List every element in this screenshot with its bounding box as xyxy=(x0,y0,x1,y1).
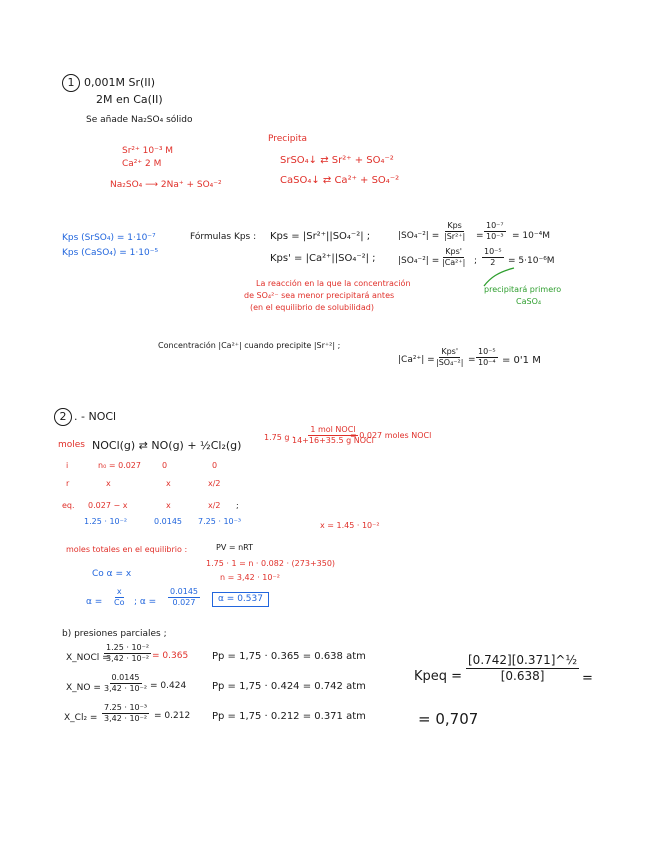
alpha-lhs: α = xyxy=(86,597,103,607)
problem-2-number: 2 xyxy=(54,408,72,426)
moles-label: moles xyxy=(58,440,85,450)
conc-lhs: |Ca²⁺| = xyxy=(398,355,435,365)
ice-eq-nocl: 0.027 − x xyxy=(88,501,128,510)
conc-result: = 0'1 M xyxy=(502,355,541,366)
x-no-frac: $\frac{0.0145}{\text{3,42 · 10⁻²}}$ xyxy=(104,673,148,694)
p-nocl: Pp = 1,75 · 0.365 = 0.638 atm xyxy=(212,651,366,662)
so4-calc2-lhs: |SO₄⁻²| = xyxy=(398,256,440,266)
p-no: Pp = 1,75 · 0.424 = 0.742 atm xyxy=(212,681,366,692)
grams-lhs: 1.75 g · xyxy=(264,433,295,442)
val-nocl: 1.25 · 10⁻² xyxy=(84,517,128,526)
ice-eq-semicolon: ; xyxy=(236,501,239,510)
kpeq-result: = 0,707 xyxy=(418,710,479,728)
x-cl2-frac: $\frac{\text{7.25 · 10⁻³}}{\text{3,42 · 10⁻²}}$ xyxy=(104,703,148,724)
green-note-line2: CaSO₄ xyxy=(516,297,542,306)
green-note-line1: precipitará primero xyxy=(484,285,562,294)
problem-1-header-line1: 0,001M Sr(II) xyxy=(84,76,156,89)
alpha-sep: ; α = xyxy=(134,597,157,607)
pp-title: b) presiones parciales ; xyxy=(62,629,167,639)
grams-frac: 1 mol NOCl 14+16+35.5 g NOCl xyxy=(292,425,374,446)
red-note-line1: La reacción en la que la concentración xyxy=(256,279,411,288)
reaction-equation: NOCl(g) ⇄ NO(g) + ½Cl₂(g) xyxy=(92,439,242,452)
problem-1-header-line2: 2M en Ca(II) xyxy=(96,93,163,106)
kps-formula-ca: Kps' = |Ca²⁺||SO₄⁻²| ; xyxy=(270,253,376,264)
ice-i-label: i xyxy=(66,461,69,470)
x-cl2-lhs: X_Cl₂ = xyxy=(64,713,98,723)
grams-result: = 0.027 moles NOCl xyxy=(350,431,432,440)
alpha-frac2: $\frac{0.0145}{0.027}$ xyxy=(170,587,198,608)
val-no: 0.0145 xyxy=(154,517,182,526)
so4-calc1-lhs: |SO₄⁻²| = xyxy=(398,231,440,241)
caso4-equilibrium: CaSO₄↓ ⇄ Ca²⁺ + SO₄⁻² xyxy=(280,175,400,186)
ice-eq-cl2: x/2 xyxy=(208,501,221,510)
kpeq-lhs: Kpeq = xyxy=(414,669,463,684)
na2so4-dissociation: Na₂SO₄ ⟶ 2Na⁺ + SO₄⁻² xyxy=(110,180,222,190)
kps-caso4: Kps (CaSO₄) = 1·10⁻⁵ xyxy=(62,248,159,258)
co-alpha-x: Co α = x xyxy=(92,569,132,579)
problem-1-header-line3: Se añade Na₂SO₄ sólido xyxy=(86,115,193,125)
ice-r-nocl: x xyxy=(106,479,111,488)
so4-calc2-frac1: Kps' |Ca²⁺| xyxy=(442,247,466,268)
x-value: x = 1.45 · 10⁻² xyxy=(320,521,380,530)
x-nocl-frac: $\frac{\text{1.25 · 10⁻²}}{\text{3,42 · 10⁻²}}$ xyxy=(106,643,150,664)
ice-i-no: 0 xyxy=(162,461,168,470)
formulas-label: Fórmulas Kps : xyxy=(190,232,257,242)
so4-calc2-frac2: $\frac{\text{10⁻⁵}}{2}$ xyxy=(484,247,502,268)
so4-calc1-eq: = xyxy=(476,231,484,241)
pv-nrt: PV = nRT xyxy=(216,543,254,552)
so4-calc1-frac2: $\frac{\text{10⁻⁷}}{\text{10⁻³}}$ xyxy=(486,221,504,242)
concentration-label: Concentración |Ca²⁺| cuando precipite |Sr⁺²| ; xyxy=(158,341,341,350)
alpha-result-box: α = 0.537 xyxy=(212,592,269,607)
kpeq-eq: = xyxy=(582,671,593,686)
so4-calc1-result: = 10⁻⁴M xyxy=(512,231,550,241)
red-note-line2: de SO₄²⁻ sea menor precipitará antes xyxy=(244,291,395,300)
ice-r-no: x xyxy=(166,479,171,488)
kps-srso4: Kps (SrSO₄) = 1·10⁻⁷ xyxy=(62,233,156,243)
precipita-label: Precipita xyxy=(268,134,308,144)
kpeq-frac: $\frac{\text{[0.742][0.371]\textasciicircum{}½}}{[0.638]}$ xyxy=(468,653,578,683)
ice-i-cl2: 0 xyxy=(212,461,218,470)
x-no-lhs: X_NO = xyxy=(66,683,101,693)
srso4-equilibrium: SrSO₄↓ ⇄ Sr²⁺ + SO₄⁻² xyxy=(280,155,394,166)
n-value: n = 3,42 · 10⁻² xyxy=(220,573,280,582)
so4-calc1-frac1: Kps |Sr²⁺| xyxy=(444,221,466,242)
ice-eq-no: x xyxy=(166,501,171,510)
x-nocl-result: = 0.365 xyxy=(152,651,189,661)
so4-calc2-sep: ; xyxy=(474,256,478,266)
x-cl2-result: = 0.212 xyxy=(154,711,191,721)
pv-calc: 1.75 · 1 = n · 0.082 · (273+350) xyxy=(206,559,336,568)
ice-r-label: r xyxy=(66,479,70,488)
val-cl2: 7.25 · 10⁻³ xyxy=(198,517,242,526)
ice-r-cl2: x/2 xyxy=(208,479,221,488)
moles-totales: moles totales en el equilibrio : xyxy=(66,545,188,554)
x-nocl-lhs: X_NOCl = xyxy=(66,653,110,663)
conc-frac1: Kps' |SO₄⁻²| xyxy=(436,347,464,368)
sr-concentration: Sr²⁺ 10⁻³ M xyxy=(122,146,174,156)
conc-frac2: $\frac{\text{10⁻⁵}}{\text{10⁻⁴}}$ xyxy=(478,347,496,368)
ice-eq-label: eq. xyxy=(62,501,75,510)
problem-2-title: . - NOCl xyxy=(74,410,117,423)
ice-i-nocl: n₀ = 0.027 xyxy=(98,461,141,470)
problem-1-number: 1 xyxy=(62,74,80,92)
alpha-frac1: $\frac{x}{Co}$ xyxy=(114,587,125,608)
p-cl2: Pp = 1,75 · 0.212 = 0.371 atm xyxy=(212,711,366,722)
x-no-result: = 0.424 xyxy=(150,681,187,691)
so4-calc2-result: = 5·10⁻⁶M xyxy=(508,256,555,266)
ca-concentration: Ca²⁺ 2 M xyxy=(122,159,162,169)
kps-formula-sr: Kps = |Sr²⁺||SO₄⁻²| ; xyxy=(270,231,371,242)
red-note-line3: (en el equilibrio de solubilidad) xyxy=(250,303,374,312)
conc-eq: = xyxy=(468,355,476,365)
